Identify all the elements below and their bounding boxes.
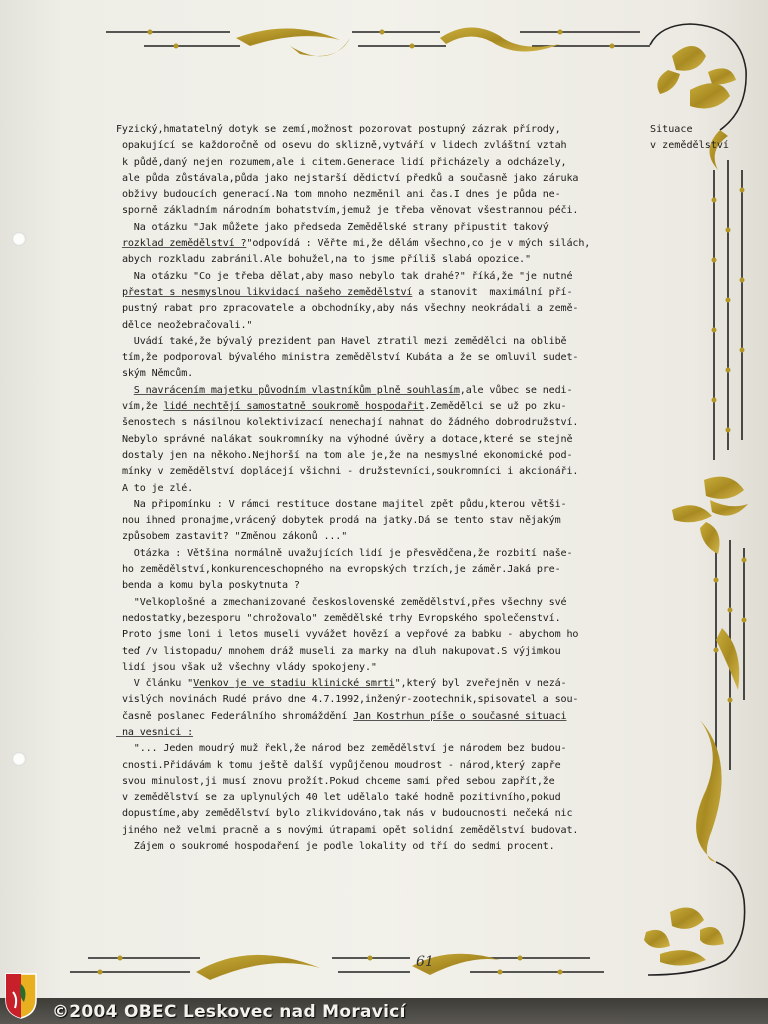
paragraph: .Zemědělci se už po zku- šenostech s násilnou kolektivizací nenechají nahnat do žádného dobrodružství. Nebylo správné nalákat soukromníky na výhodné úvěry a dotace,které se stejně dostaly jen na někoho.Nejhorší na tom ale je,že na nesmyslné ekonomické pod- mínky v zemědělství doplácejí všichni - družstevníci,soukromníci i akcionáři. A to je zlé. <box>121 401 579 494</box>
underlined-phrase: lidé nechtějí samostatně soukromě hospodařit <box>163 401 425 413</box>
paragraph: Fyzický,hmatatelný dotyk se zemí,možnost pozorovat postupný zázrak přírody, opakující se každoročně od osevu do sklizně,vytváří v lidech zvláštní vztah k půdě,daný nejen rozumem,ale i citem.Generace lidí přicházely a odcházely, ale půda zůstávala,půda jako nejstarší dědictví předků a současně jako záruka obživy budoucích generací.Na tom mnoho nezměnil ani čas.I dnes je půda ne- sporně základním národním bohatstvím,jemuž je třeba věnovat všestrannou péči. <box>116 124 579 217</box>
underlined-phrase: Jan Kostrhun píše o současné situaci na vesnici : <box>121 710 567 738</box>
paragraph: "odpovídá : Věřte mi,že dělám všechno,co je v mých silách, abych rozkladu zabránil.Ale bohužel,na to jsme příliš slabá opozice." <box>121 238 591 266</box>
underlined-phrase: S navrácením majetku původním vlastníkům plně souhlasím <box>133 384 460 396</box>
underlined-phrase: přestat s nesmyslnou likvidací našeho zemědělství <box>121 286 413 298</box>
paragraph: Zájem o soukromé hospodaření je podle lokality od tří do sedmi procent. <box>133 841 555 853</box>
page-number: 61 <box>416 954 434 970</box>
article-body <box>116 122 636 855</box>
paragraph: ",který byl zveřejněn v nezá- vislých novinách Rudé právo dne 4.7.1992,inženýr-zootechnik,spisovatel a sou- časně poslanec Federálního shromáždění <box>121 678 579 722</box>
paragraph: V článku " <box>133 678 194 690</box>
paragraph: "Velkoplošné a zmechanizované československé zemědělství,přes všechny své nedostatky,bezesporu "chrožovalo" zemědělské trhy Evropského společenství. Proto jsme loni i letos museli vyvážet hovězí a vepřové za babku - abychom ho teď /v listopadu/ mnohem dráž museli za marky na dluh nakupovat.S výjimkou lidí jsou však už všechny vlády spokojeny." <box>121 596 579 673</box>
paragraph: Na připomínku : V rámci restituce dostane majitel zpět půdu,kterou větši- nou ihned pronajme,vrácený dobytek prodá na jatky.Dá se tento stav nějakým způsobem zastavit? "Změnou zákonů ..." <box>121 498 567 543</box>
paragraph: "... Jeden moudrý muž řekl,že národ bez zemědělství je národem bez budou- cnosti.Přidávám k tomu ještě další vypůjčenou moudrost - národ,který zapře svou minulost,ji musí znovu prožít.Pokud chceme sami před sebou zapřít,že v zemědělství se za uplynulých 40 let udělalo také hodně pozitivního,pokud dopustíme,aby zemědělství bylo zlikvidováno,tak nás v budoucnosti nečeká nic jiného než velmi pracně a s novými útrapami opět solidní zemědělství budovat. <box>121 743 579 836</box>
paragraph: Na otázku "Jak můžete jako předseda Zemědělské strany připustit takový <box>133 221 549 233</box>
paragraph: ,ale vůbec se nedi- vím,že <box>121 384 573 413</box>
municipal-coat-of-arms-icon <box>4 972 38 1020</box>
underlined-phrase: rozklad zemědělství ? <box>121 238 247 250</box>
underlined-phrase: Venkov je ve stadiu klinické smrti <box>193 678 395 690</box>
paragraph: Uvádí také,že bývalý prezident pan Havel ztratil mezi zemědělci na oblibě tím,že podporoval bývalého ministra zemědělství Kubáta a že se omluvil sudet- ským Němcům. <box>121 335 579 380</box>
paragraph: Otázka : Většina normálně uvažujících lidí je přesvědčena,že rozbití naše- ho zemědělství,konkurenceschopného na evropských trzích,je záměr.Jaká pre- benda a komu byla poskytnuta ? <box>121 547 573 592</box>
copyright-text: ©2004 OBEC Leskovec nad Moravicí <box>52 1002 406 1022</box>
paragraph: Na otázku "Co je třeba dělat,aby maso nebylo tak drahé?" říká,že "je nutné <box>133 270 573 282</box>
margin-note: Situace v zemědělství <box>650 124 730 152</box>
paragraph: a stanovit maximální pří- pustný rabat pro zpracovatele a obchodníky,aby nás všechny neokrádali a země- dělce neožebračovali." <box>121 286 579 331</box>
paragraph <box>116 385 134 396</box>
